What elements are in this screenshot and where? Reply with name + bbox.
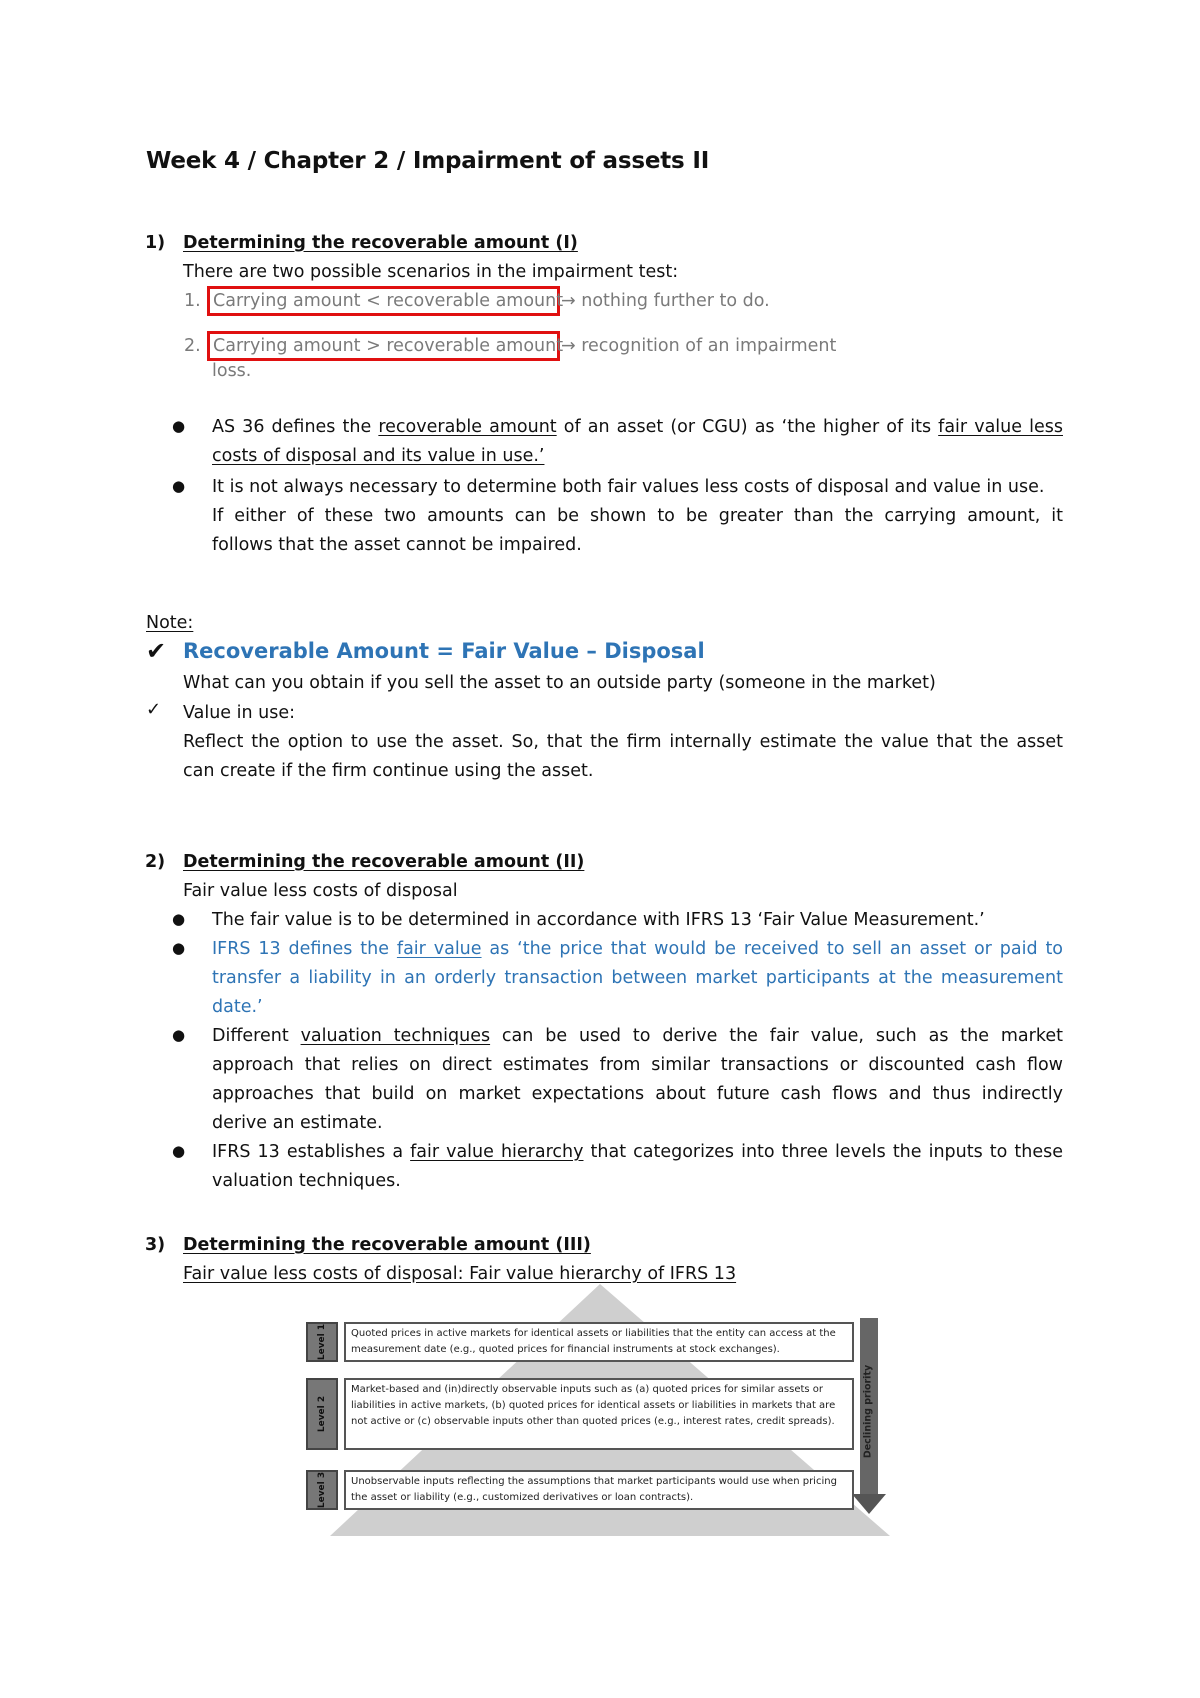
scenario-2-outcome-cont: loss. (212, 361, 252, 381)
s2-bullet-3-line-4: derive an estimate. (212, 1113, 383, 1133)
level-1-description: Quoted prices in active markets for identical assets or liabilities that the entity can access at the measurement date (e.g., quoted prices for financial instruments at stock exchanges). (344, 1322, 854, 1362)
bullet-dot: ● (172, 417, 186, 435)
level-2-tab: Level 2 (306, 1378, 338, 1450)
s2-bullet-3-line-1: Different valuation techniques can be used to derive the fair value, such as the market (212, 1026, 1063, 1046)
note-label: Note: (146, 613, 194, 633)
s2-bullet-4-line-2: valuation techniques. (212, 1171, 401, 1191)
scenario-1-outcome: → nothing further to do. (561, 291, 770, 311)
note-item-1-desc: What can you obtain if you sell the asset to an outside party (someone in the market) (183, 673, 936, 693)
section-3-number: 3) (145, 1235, 166, 1255)
scenario-1-condition: Carrying amount < recoverable amount (213, 291, 564, 311)
level-3-tab: Level 3 (306, 1470, 338, 1510)
section-2-heading: Determining the recoverable amount (II) (183, 852, 585, 872)
scenario-2-number: 2. (184, 336, 201, 356)
s1-bullet-2-line-3: follows that the asset cannot be impaired. (212, 535, 582, 555)
note-item-1-title: Recoverable Amount = Fair Value – Disposal (183, 639, 705, 663)
section-2-subtitle: Fair value less costs of disposal (183, 881, 458, 901)
s2-bullet-3-line-3: approaches that build on market expectations about future cash flows and thus indirectly (212, 1084, 1063, 1104)
section-3-heading: Determining the recoverable amount (III) (183, 1235, 591, 1255)
section-1-heading: Determining the recoverable amount (I) (183, 233, 578, 253)
page-title: Week 4 / Chapter 2 / Impairment of assets II (146, 148, 710, 174)
s1-bullet-1-line-2: costs of disposal and its value in use.’ (212, 446, 545, 466)
bullet-dot: ● (172, 1026, 186, 1044)
s2-bullet-2-line-3: date.’ (212, 997, 263, 1017)
note-item-2-line-2: can create if the firm continue using the asset. (183, 761, 594, 781)
level-2-description: Market-based and (in)directly observable inputs such as (a) quoted prices for similar assets or liabilities in active markets, (b) quoted prices for identical assets or liabilities in markets that are not active or (c) observable inputs other than quoted prices (e.g., interest rates, credit spreads). (344, 1378, 854, 1450)
s1-bullet-1-line-1: AS 36 defines the recoverable amount of an asset (or CGU) as ‘the higher of its fair value less (212, 417, 1063, 437)
section-2-number: 2) (145, 852, 166, 872)
scenario-2-condition: Carrying amount > recoverable amount (213, 336, 564, 356)
s2-bullet-4-line-1: IFRS 13 establishes a fair value hierarchy that categorizes into three levels the inputs to these (212, 1142, 1064, 1162)
s2-bullet-2-line-1: IFRS 13 defines the fair value as ‘the price that would be received to sell an asset or paid to (212, 939, 1064, 959)
bullet-dot: ● (172, 910, 186, 928)
checkmark-icon: ✓ (146, 699, 162, 720)
section-3-subtitle: Fair value less costs of disposal: Fair value hierarchy of IFRS 13 (183, 1264, 737, 1284)
declining-priority-label: Declining priority (862, 1364, 874, 1459)
s2-bullet-2-line-2: transfer a liability in an orderly transaction between market participants at the measurement (212, 968, 1063, 988)
note-item-2-title: Value in use: (183, 703, 296, 723)
s1-bullet-2-line-1: It is not always necessary to determine both fair values less costs of disposal and value in use. (212, 477, 1045, 497)
section-1-intro: There are two possible scenarios in the impairment test: (183, 262, 679, 282)
note-item-2-line-1: Reflect the option to use the asset. So, that the firm internally estimate the value that the asset (183, 732, 1063, 752)
s2-bullet-1: The fair value is to be determined in accordance with IFRS 13 ‘Fair Value Measurement.’ (212, 910, 985, 930)
bullet-dot: ● (172, 477, 186, 495)
bullet-dot: ● (172, 1142, 186, 1160)
level-1-tab: Level 1 (306, 1322, 338, 1362)
fair-value-hierarchy-figure (300, 1278, 900, 1538)
s1-bullet-2-line-2: If either of these two amounts can be shown to be greater than the carrying amount, it (212, 506, 1063, 526)
scenario-2-outcome: → recognition of an impairment (561, 336, 837, 356)
section-1-number: 1) (145, 233, 166, 253)
bullet-dot: ● (172, 939, 186, 957)
level-3-description: Unobservable inputs reflecting the assumptions that market participants would use when pricing the asset or liability (e.g., customized derivatives or loan contracts). (344, 1470, 854, 1510)
checkmark-icon: ✔ (146, 637, 167, 665)
scenario-1-number: 1. (184, 291, 201, 311)
s2-bullet-3-line-2: approach that relies on direct estimates from similar transactions or discounted cash flow (212, 1055, 1063, 1075)
